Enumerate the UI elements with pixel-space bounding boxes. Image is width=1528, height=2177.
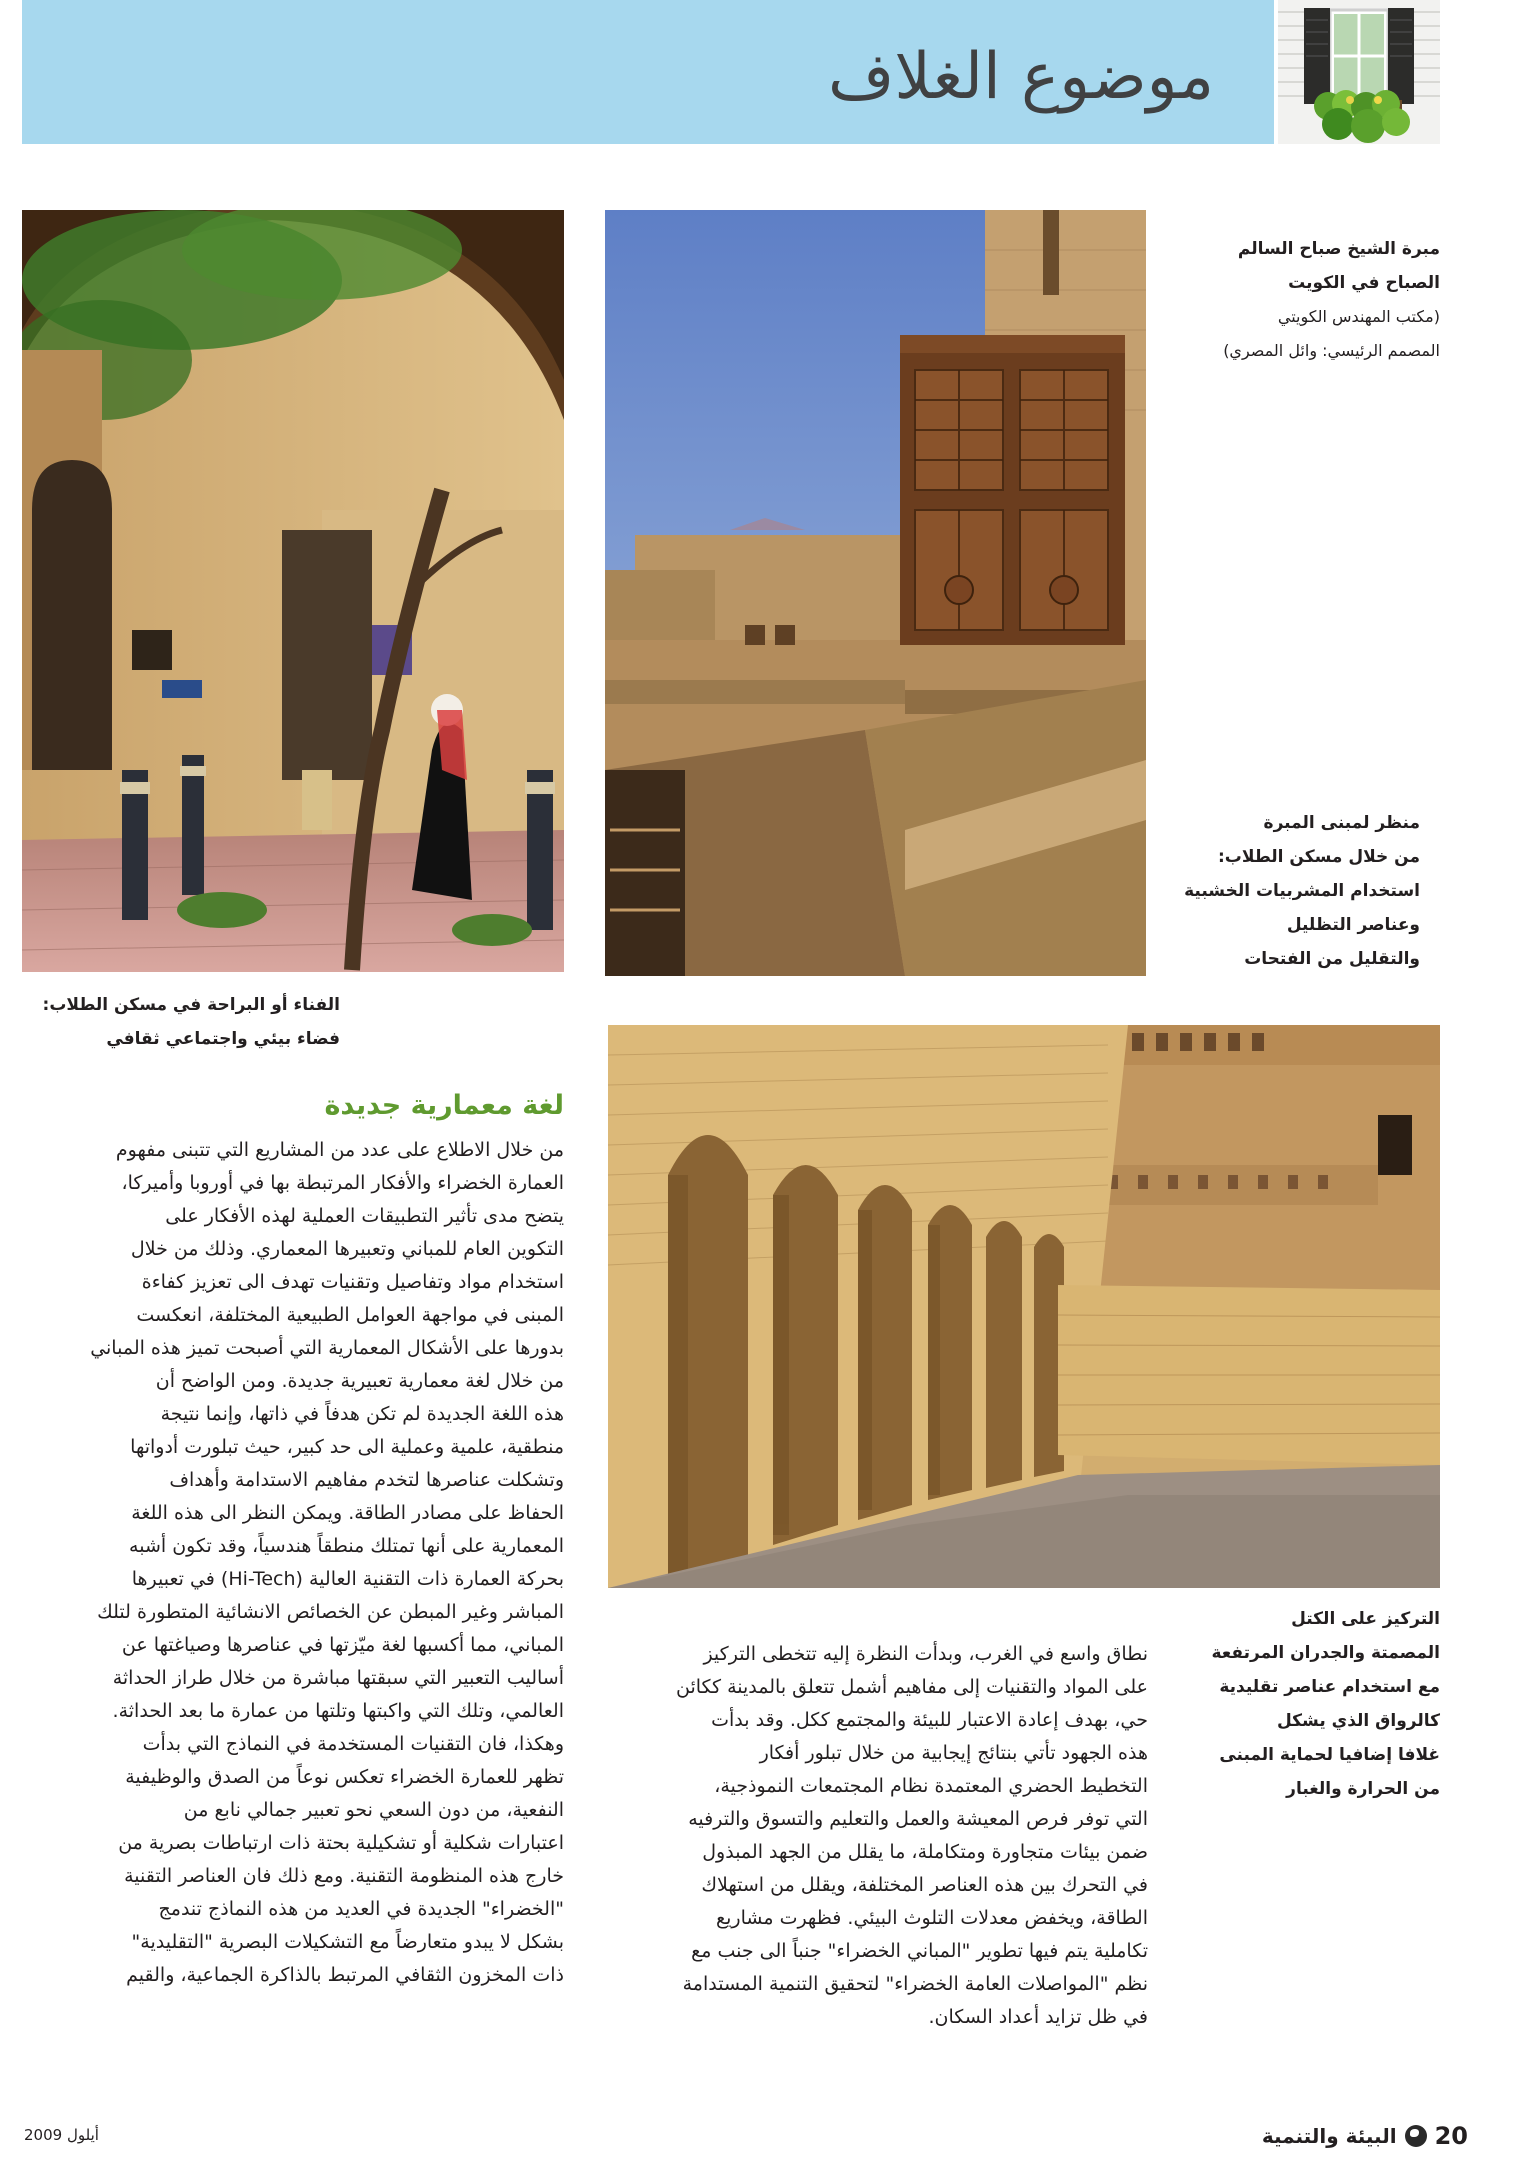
text-line: بحركة العمارة ذات التقنية العالية (Hi-Tech) في تعبيرها [131, 1568, 564, 1590]
caption-line: غلافا إضافيا لحماية المبنى [1219, 1745, 1440, 1765]
caption-line: والتقليل من الفتحات [1244, 949, 1420, 969]
caption-line: من خلال مسكن الطلاب: [1217, 847, 1420, 867]
globe-icon [1405, 2125, 1427, 2147]
magazine-name: البيئة والتنمية [1261, 2124, 1397, 2148]
caption-line: مبرة الشيخ صباح السالم [1237, 239, 1440, 259]
caption-line: منظر لمبنى المبرة [1263, 813, 1420, 833]
text-line: العمارة الخضراء والأفكار المرتبطة بها في أوروبا وأميركا، [121, 1172, 564, 1194]
courtyard-photo [22, 210, 564, 972]
text-line: المباني، مما أكسبها لغة ميّزتها في عناصرها وصياغتها عن [121, 1634, 564, 1656]
page-folio [1262, 2122, 1468, 2150]
caption-line: مع استخدام عناصر تقليدية [1219, 1677, 1440, 1697]
caption-line: استخدام المشربيات الخشبية [1184, 881, 1420, 901]
page-number: 20 [1434, 2122, 1468, 2150]
text-line: ذات المخزون الثقافي المرتبط بالذاكرة الجماعية، والقيم [126, 1964, 564, 1986]
text-line: نظم "المواصلات العامة الخضراء" لتحقيق التنمية المستدامة [682, 1973, 1148, 1995]
text-line: من خلال لغة معمارية تعبيرية جديدة. ومن الواضح أن [155, 1370, 564, 1392]
caption-line: الفناء أو البراحة في مسكن الطلاب: [42, 995, 340, 1015]
text-line: في التحرك بين هذه العناصر المختلفة، ويقلل من استهلاك [701, 1874, 1148, 1896]
caption-line: الصباح في الكويت [1288, 273, 1440, 293]
text-line: استخدام مواد وتفاصيل وتقنيات تهدف الى تعزيز كفاءة [141, 1271, 564, 1293]
text-line: الحفاظ على مصادر الطاقة. ويمكن النظر الى هذه اللغة [131, 1502, 564, 1524]
article-column-right [606, 1638, 1148, 2034]
window-shutters-image [1278, 0, 1440, 144]
text-line: ضمن بيئات متجاورة ومتكاملة، ما يقلل من الجهد المبذول [702, 1841, 1148, 1863]
caption-line: التركيز على الكتل [1291, 1609, 1440, 1629]
text-line: الطاقة، ويخفض معدلات التلوث البيئي. فظهرت مشاريع [716, 1907, 1148, 1929]
caption-line: من الحرارة والغبار [1286, 1779, 1440, 1799]
caption-line: فضاء بيئي واجتماعي ثقافي [106, 1029, 340, 1049]
text-line: يتضح مدى تأثير التطبيقات العملية لهذه الأفكار على [165, 1205, 564, 1227]
caption-line: المصمتة والجدران المرتفعة [1211, 1643, 1440, 1663]
text-line: اعتبارات شكلية أو تشكيلية بحتة ذات ارتباطات بصرية من [118, 1832, 564, 1854]
text-line: التي توفر فرص المعيشة والعمل والتعليم والتسوق والترفيه [688, 1808, 1148, 1830]
text-line: المبنى في مواجهة العوامل الطبيعية المختلفة، انعكست [136, 1304, 564, 1326]
text-line: بشكل لا يبدو متعارضاً مع التشكيلات البصرية "التقليدية" [131, 1931, 564, 1953]
text-line: المعمارية على أنها تمتلك منطقاً هندسياً، وقد تكون أشبه [129, 1535, 564, 1557]
caption-line: (مكتب المهندس الكويتي [1277, 307, 1440, 326]
section-title: موضوع الغلاف [828, 40, 1214, 114]
text-line: التخطيط الحضري المعتمدة نظام المجتمعات النموذجية، [714, 1775, 1148, 1797]
caption-line: وعناصر التظليل [1286, 915, 1420, 935]
text-line: العالمي، وتلك التي واكبتها وتلتها من عمارة ما بعد الحداثة. [112, 1700, 564, 1722]
text-line: النفعية، من دون السعي نحو تعبير جمالي نابع من [183, 1799, 564, 1821]
text-line: وهكذا، فان التقنيات المستخدمة في النماذج التي بدأت [142, 1733, 564, 1755]
text-line: وتشكلت عناصرها لتخدم مفاهيم الاستدامة وأهداف [169, 1469, 564, 1491]
arcade-photo [608, 1025, 1440, 1588]
article-subheading: لغة معمارية جديدة [324, 1090, 564, 1121]
text-line: "الخضراء" الجديدة في العديد من هذه النماذج تندمج [158, 1898, 564, 1920]
text-line: التكوين العام للمباني وتعبيرها المعماري. وذلك من خلال [130, 1238, 564, 1260]
text-line: تكاملية يتم فيها تطوير "المباني الخضراء" جنباً الى جنب مع [691, 1940, 1148, 1962]
text-line: منطقية، علمية وعملية الى حد كبير، حيث تبلورت أدواتها [130, 1436, 564, 1458]
text-line: هذه الجهود تأتي بنتائج إيجابية من خلال تبلور أفكار [759, 1742, 1148, 1764]
text-line: هذه اللغة الجديدة لم تكن هدفاً في ذاتها، وإنما نتيجة [160, 1403, 564, 1425]
header-band [22, 0, 1274, 144]
text-line: خارج هذه المنظومة التقنية. ومع ذلك فان العناصر التقنية [124, 1865, 564, 1887]
text-line: من خلال الاطلاع على عدد من المشاريع التي تتبنى مفهوم [115, 1139, 564, 1161]
caption-line: كالرواق الذي يشكل [1276, 1711, 1440, 1731]
text-line: أساليب التعبير التي سبقتها مباشرة من خلال طراز الحداثة [112, 1667, 564, 1689]
text-line: حي، بهدف إعادة الاعتبار للبيئة والمجتمع ككل. وقد بدأت [711, 1709, 1148, 1731]
caption-line: المصمم الرئيسي: وائل المصري) [1223, 341, 1440, 360]
text-line: تظهر للعمارة الخضراء تعكس نوعاً من الصدق والوظيفية [125, 1766, 564, 1788]
text-line: بدورها على الأشكال المعمارية التي أصبحت تميز هذه المباني [90, 1337, 564, 1359]
article-column-left [22, 1134, 564, 1992]
caption-view [1140, 806, 1420, 976]
text-line: في ظل تزايد أعداد السكان. [928, 2006, 1148, 2028]
caption-courtyard [0, 988, 340, 1056]
issue-date: أيلول 2009 [24, 2126, 99, 2144]
text-line: على المواد والتقنيات إلى مفاهيم أشمل تتعلق بالمدينة ككائن [675, 1676, 1148, 1698]
caption-mabarra [1180, 232, 1440, 368]
text-line: نطاق واسع في الغرب، وبدأت النظرة إليه تتخطى التركيز [703, 1643, 1148, 1665]
text-line: المباشر وغير المبطن عن الخصائص الانشائية المتطورة لتلك [97, 1601, 564, 1623]
caption-mass [1160, 1602, 1440, 1806]
mashrabiya-photo [605, 210, 1146, 976]
